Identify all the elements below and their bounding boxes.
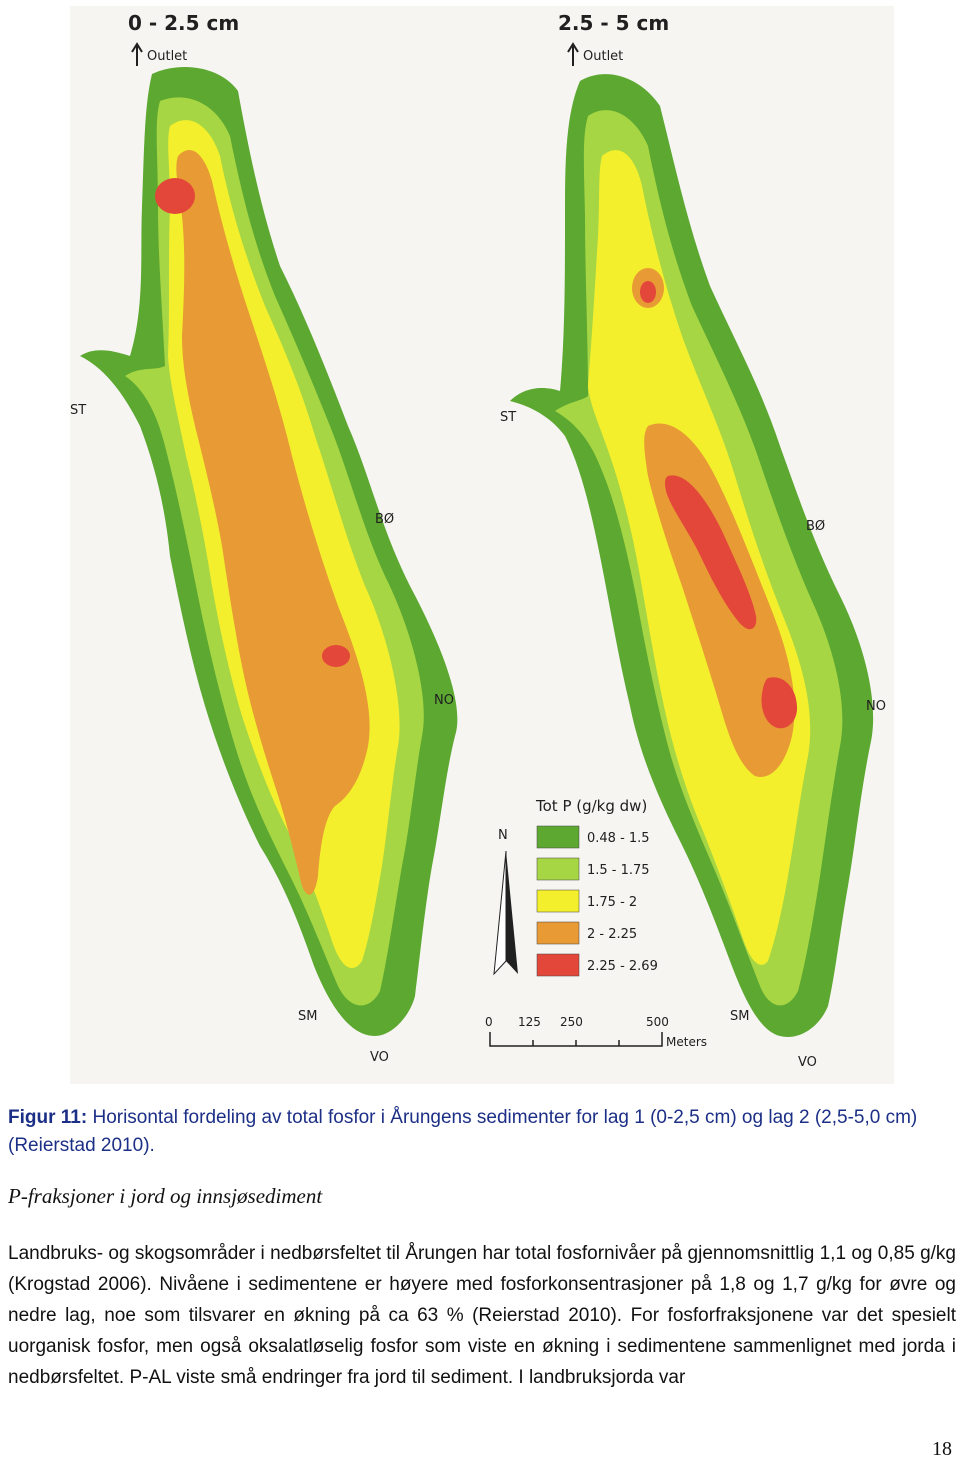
section-heading: P-fraksjoner i jord og innsjøsediment — [8, 1184, 323, 1208]
svg-text:125: 125 — [518, 1015, 541, 1029]
right-map-label: 2.5 - 5 cm — [558, 11, 670, 35]
left-site-bo: BØ — [375, 512, 395, 527]
svg-text:250: 250 — [560, 1015, 583, 1029]
caption-label: Figur 11: — [8, 1107, 88, 1128]
left-site-st: ST — [70, 403, 87, 418]
svg-text:0: 0 — [485, 1015, 493, 1029]
phosphorus-distribution-figure — [70, 6, 894, 1084]
caption-text: Horisontal fordeling av total fosfor i Årungens sedimenter for lag 1 (0-2,5 cm) og lag 2 (2,5-5,0 cm) (Reierstad 2010). — [8, 1107, 918, 1156]
svg-text:Outlet: Outlet — [147, 49, 188, 64]
legend-label-1: 0.48 - 1.5 — [587, 831, 650, 846]
svg-text:500: 500 — [646, 1015, 669, 1029]
legend-swatch-5 — [537, 954, 579, 976]
right-site-bo: BØ — [806, 519, 826, 534]
right-site-vo: VO — [798, 1055, 817, 1070]
left-map-label: 0 - 2.5 cm — [128, 11, 240, 35]
svg-text:Outlet: Outlet — [583, 49, 624, 64]
legend-title: Tot P (g/kg dw) — [536, 797, 648, 815]
legend-label-4: 2 - 2.25 — [587, 927, 638, 942]
legend-label-5: 2.25 - 2.69 — [587, 959, 658, 974]
page-number: 18 — [932, 1438, 952, 1460]
right-site-no: NO — [866, 699, 886, 714]
left-site-vo: VO — [370, 1050, 389, 1065]
legend-label-3: 1.75 - 2 — [587, 895, 638, 910]
left-site-no: NO — [434, 693, 454, 708]
right-site-sm: SM — [730, 1009, 750, 1024]
svg-text:Meters: Meters — [666, 1035, 708, 1049]
legend-swatch-1 — [537, 826, 579, 848]
legend-swatch-2 — [537, 858, 579, 880]
figure-caption — [8, 1104, 956, 1160]
left-site-sm: SM — [298, 1009, 318, 1024]
legend-label-2: 1.5 - 1.75 — [587, 863, 650, 878]
legend-swatch-4 — [537, 922, 579, 944]
body-paragraph: Landbruks- og skogsområder i nedbørsfeltet til Årungen har total fosfornivåer på gjennomsnittlig 1,1 og 0,85 g/kg (Krogstad 2006). Nivåene i sedimentene er høyere med fosforkonsentrasjoner på 1,8 og 1,7 g/kg for øvre og nedre lag, noe som tilsvarer en økning på ca 63 % (Reierstad 2010). For fosforfraksjonene var det spesielt uorganisk fosfor, men også oksalatløselig fosfor som viste en økning i sedimentene sammenlignet med jorda i nedbørsfeltet. P-AL viste små endringer fra jord til sediment. I landbruksjorda var — [8, 1243, 956, 1388]
legend-swatch-3 — [537, 890, 579, 912]
right-site-st: ST — [500, 410, 517, 425]
svg-text:N: N — [498, 828, 508, 843]
